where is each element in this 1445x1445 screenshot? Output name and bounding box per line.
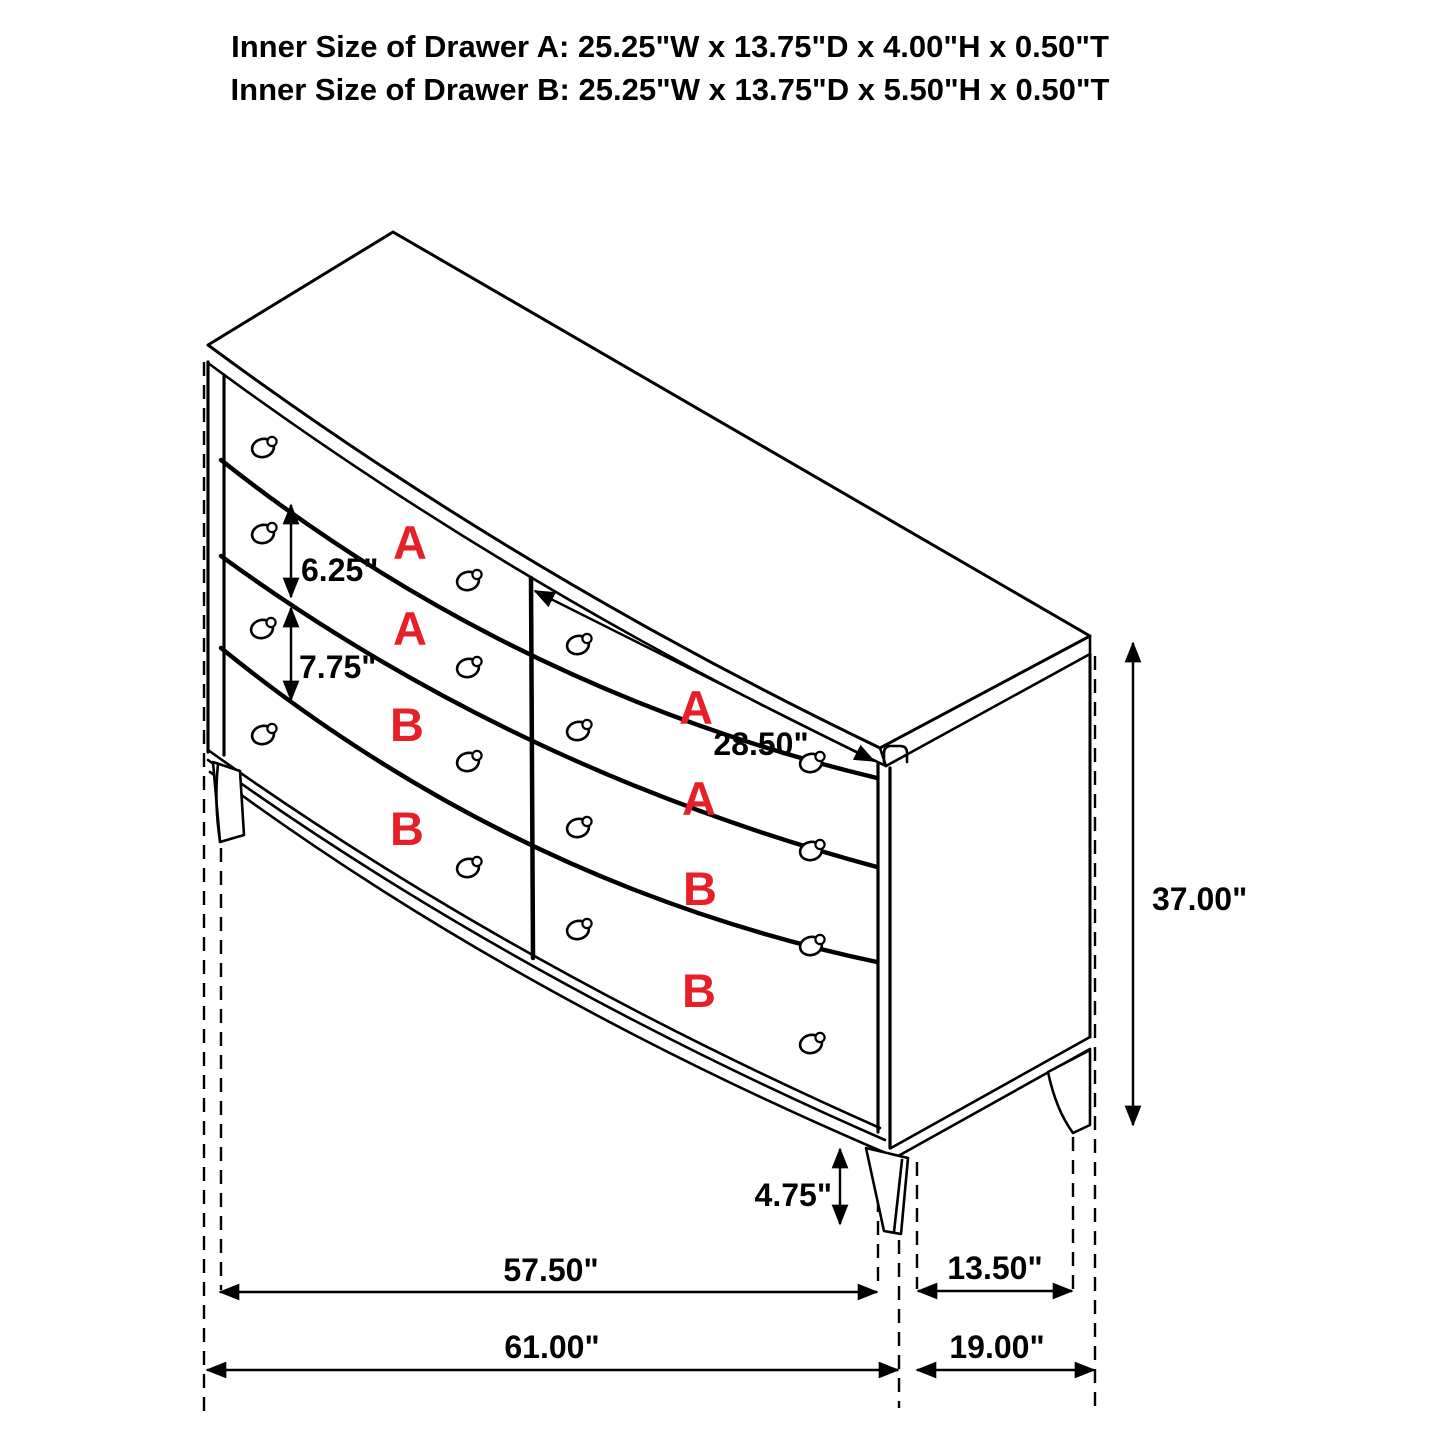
drawer-letter-right-3: B <box>683 862 717 915</box>
dimension-label-6-25: 6.25" <box>301 552 379 588</box>
dimension-side-depth-inner <box>918 1250 1072 1291</box>
dimension-overall-height <box>1133 643 1247 1125</box>
drawer-letter-left-2: A <box>393 602 427 655</box>
dimension-overall-depth <box>917 1329 1094 1370</box>
drawer-knob <box>250 437 276 460</box>
drawer-knob <box>455 857 481 880</box>
header-line-2: Inner Size of Drawer B: 25.25"W x 13.75"D x 5.50"H x 0.50"T <box>230 72 1110 107</box>
dimension-label-19-00: 19.00" <box>949 1329 1045 1365</box>
dresser-body <box>208 232 1090 1234</box>
dimension-leg-height <box>755 1149 840 1224</box>
dimension-front-width-inner <box>220 1252 877 1292</box>
drawer-letter-left-3: B <box>390 698 424 751</box>
drawer-letter-right-1: A <box>679 681 713 734</box>
back-right-leg <box>1048 1050 1090 1133</box>
drawer-knob <box>249 618 275 641</box>
dimension-label-13-50: 13.50" <box>947 1250 1043 1286</box>
drawer-letter-left-1: A <box>393 516 427 569</box>
drawer-knob <box>565 720 591 743</box>
header <box>231 29 1110 107</box>
legs <box>213 762 1090 1234</box>
drawer-knob <box>455 657 481 680</box>
dimension-label-4-75: 4.75" <box>754 1177 832 1213</box>
drawer-knob <box>250 724 276 747</box>
center-stile <box>531 578 533 958</box>
dimension-label-7-75: 7.75" <box>299 649 377 685</box>
drawer-knob <box>565 634 591 657</box>
dimension-drawer-a-face <box>291 505 378 597</box>
dimension-label-28-50: 28.50" <box>713 726 809 762</box>
dimension-overall-width <box>207 1329 898 1370</box>
header-line-1: Inner Size of Drawer A: 25.25"W x 13.75"D x 4.00"H x 0.50"T <box>231 29 1109 64</box>
dimension-drawer-b-face <box>291 608 376 700</box>
dimension-label-57-50: 57.50" <box>503 1252 599 1288</box>
drawer-letter-left-4: B <box>390 802 424 855</box>
drawer-knob <box>565 817 591 840</box>
drawer-letter-right-2: A <box>682 772 716 825</box>
drawer-knob <box>250 523 276 546</box>
dimension-label-61-00: 61.00" <box>504 1329 600 1365</box>
drawer-knob <box>565 919 591 942</box>
drawer-knob <box>798 935 824 958</box>
drawer-knob <box>455 570 481 593</box>
drawer-knob <box>798 1033 824 1056</box>
drawer-letter-right-4: B <box>682 964 716 1017</box>
drawer-knob <box>798 840 824 863</box>
drawer-knob <box>455 751 481 774</box>
dimension-label-37-00: 37.00" <box>1152 881 1248 917</box>
